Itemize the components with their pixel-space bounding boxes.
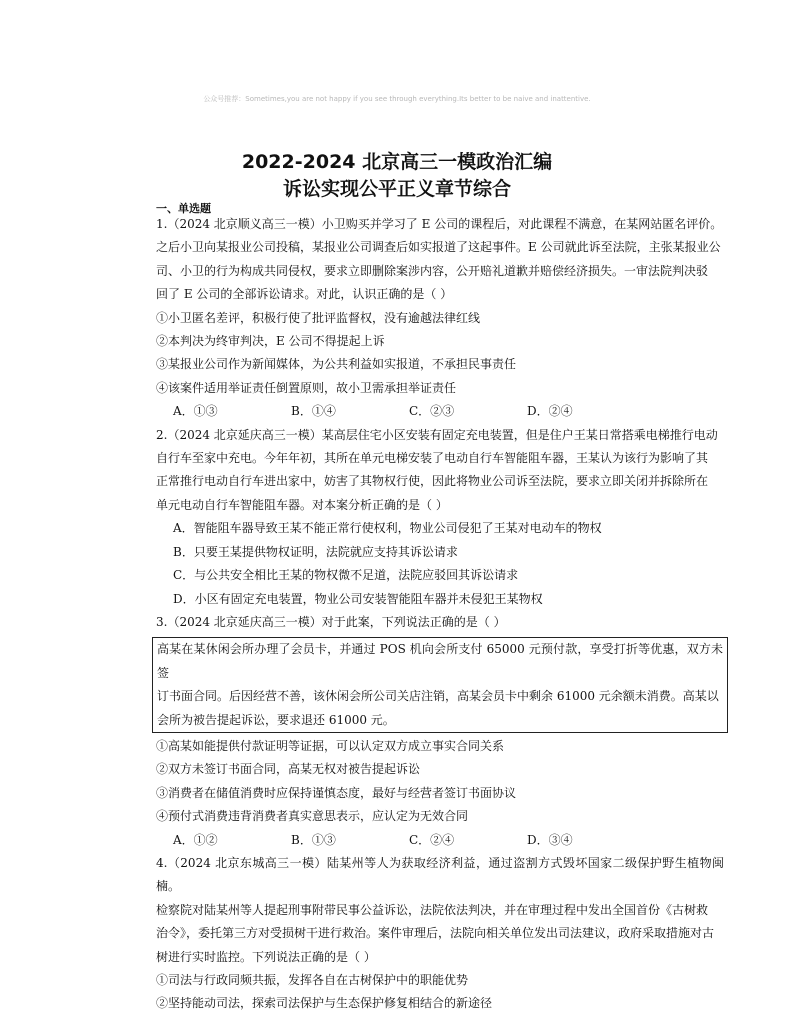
question-4 xyxy=(156,852,724,969)
question-3-statement: ②双方未签订书面合同，高某无权对被告提起诉讼 xyxy=(156,762,421,777)
question-4-statement: ①司法与行政同频共振，发挥各自在古树保护中的职能优势 xyxy=(156,973,469,987)
choice-a: A．①③ xyxy=(173,404,218,419)
case-material-line: 会所为被告提起诉讼，要求退还 61000 元。 xyxy=(157,712,395,727)
question-1-choices xyxy=(156,400,724,423)
question-list xyxy=(156,213,724,1016)
question-4-statement: ②坚持能动司法，探索司法保护与生态保护修复相结合的新途径 xyxy=(156,996,493,1011)
case-material-line: 高某在某休闲会所办理了会员卡，并通过 POS 机向会所支付 65000 元预付款，享受打折等优惠，双方未签 xyxy=(157,642,723,680)
choice-c: C．与公共安全相比王某的物权微不足道，法院应驳回其诉讼请求 xyxy=(173,568,519,583)
choice-d: D．小区有固定充电装置，物业公司安装智能阻车器并未侵犯王某物权 xyxy=(173,591,543,606)
choice-b: B．只要王某提供物权证明，法院就应支持其诉讼请求 xyxy=(173,544,458,559)
choice-a: A．智能阻车器导致王某不能正常行使权利，物业公司侵犯了王某对电动车的物权 xyxy=(173,521,602,536)
question-1-line: 司、小卫的行为构成共同侵权，要求立即删除案涉内容，公开赔礼道歉并赔偿经济损失。一审法院判决驳 xyxy=(156,263,709,278)
question-1-statement: ①小卫匿名差评，积极行使了批评监督权，没有逾越法律红线 xyxy=(156,310,481,325)
choice-c: C．②④ xyxy=(409,832,455,847)
question-1-statement: ②本判决为终审判决，E 公司不得提起上诉 xyxy=(156,334,385,349)
question-3-statement: ③消费者在储值消费时应保持谨慎态度，最好与经营者签订书面协议 xyxy=(156,785,517,800)
question-1-line: 之后小卫向某报业公司投稿，某报业公司调查后如实报道了这起事件。E 公司就此诉至法院，主张某报业公 xyxy=(156,240,721,255)
question-2-line: 正常推行电动自行车进出家中，妨害了其物权行使，因此将物业公司诉至法院，要求立即关闭并拆除所在 xyxy=(156,474,709,489)
question-1-line: 回了 E 公司的全部诉讼请求。对此，认识正确的是（ ） xyxy=(156,287,453,302)
question-3-choices xyxy=(156,829,724,852)
question-1-statement: ③某报业公司作为新闻媒体，为公共利益如实报道，不承担民事责任 xyxy=(156,357,517,372)
question-3: 3.（2024 北京延庆高三一模）对于此案，下列说法正确的是（ ） xyxy=(156,614,506,629)
question-1-line: 1.（2024 北京顺义高三一模）小卫购买并学习了 E 公司的课程后，对此课程不满意，在某网站匿名评价。 xyxy=(156,217,723,231)
case-material-line: 订书面合同。后因经营不善，该休闲会所公司关店注销，高某会员卡中剩余 61000 元余额未消费。高某以 xyxy=(157,689,719,704)
choice-d: D．②④ xyxy=(527,404,573,419)
choice-c: C．②③ xyxy=(409,404,455,419)
header-note: 公众号推荐：Sometimes,you are not happy if you see through everything.Its better to be naive and inattentive. xyxy=(203,95,591,103)
question-2-line: 2.（2024 北京延庆高三一模）某高层住宅小区安装有固定充电装置，但是住户王某日常搭乘电梯推行电动 xyxy=(156,427,718,442)
choice-b: B．①④ xyxy=(291,404,336,419)
question-4-line: 治令》，委托第三方对受损树干进行救治。案件审理后，法院向相关单位发出司法建议，政府采取措施对古 xyxy=(156,926,715,941)
question-4-line: 4.（2024 北京东城高三一模）陆某州等人为获取经济利益，通过盗割方式毁坏国家二级保护野生植物闽楠。 xyxy=(156,855,724,894)
question-2-line: 单元电动自行车智能阻车器。对本案分析正确的是（ ） xyxy=(156,497,448,512)
question-1-statement: ④该案件适用举证责任倒置原则，故小卫需承担举证责任 xyxy=(156,380,457,395)
choice-d: D．③④ xyxy=(527,832,573,847)
question-3-statement: ④预付式消费违背消费者真实意思表示，应认定为无效合同 xyxy=(156,809,469,824)
choice-a: A．①② xyxy=(173,832,218,847)
page-subtitle: 诉讼实现公平正义章节综合 xyxy=(282,178,511,200)
section-heading: 一、单选题 xyxy=(156,202,211,215)
question-4-line: 树进行实时监控。下列说法正确的是（ ） xyxy=(156,949,376,964)
choice-b: B．①③ xyxy=(291,832,336,847)
question-4-line: 检察院对陆某州等人提起刑事附带民事公益诉讼，法院依法判决，并在审理过程中发出全国首份《古树救 xyxy=(156,902,709,917)
case-material-box xyxy=(152,637,728,733)
question-3-statement: ①高某如能提供付款证明等证据，可以认定双方成立事实合同关系 xyxy=(156,738,505,753)
question-1 xyxy=(156,213,724,307)
question-2-line: 自行车至家中充电。今年年初，其所在单元电梯安装了电动自行车智能阻车器，王某认为该行为影响了其 xyxy=(156,451,709,466)
question-2 xyxy=(156,424,724,518)
page-title: 2022-2024 北京高三一模政治汇编 xyxy=(241,151,553,173)
